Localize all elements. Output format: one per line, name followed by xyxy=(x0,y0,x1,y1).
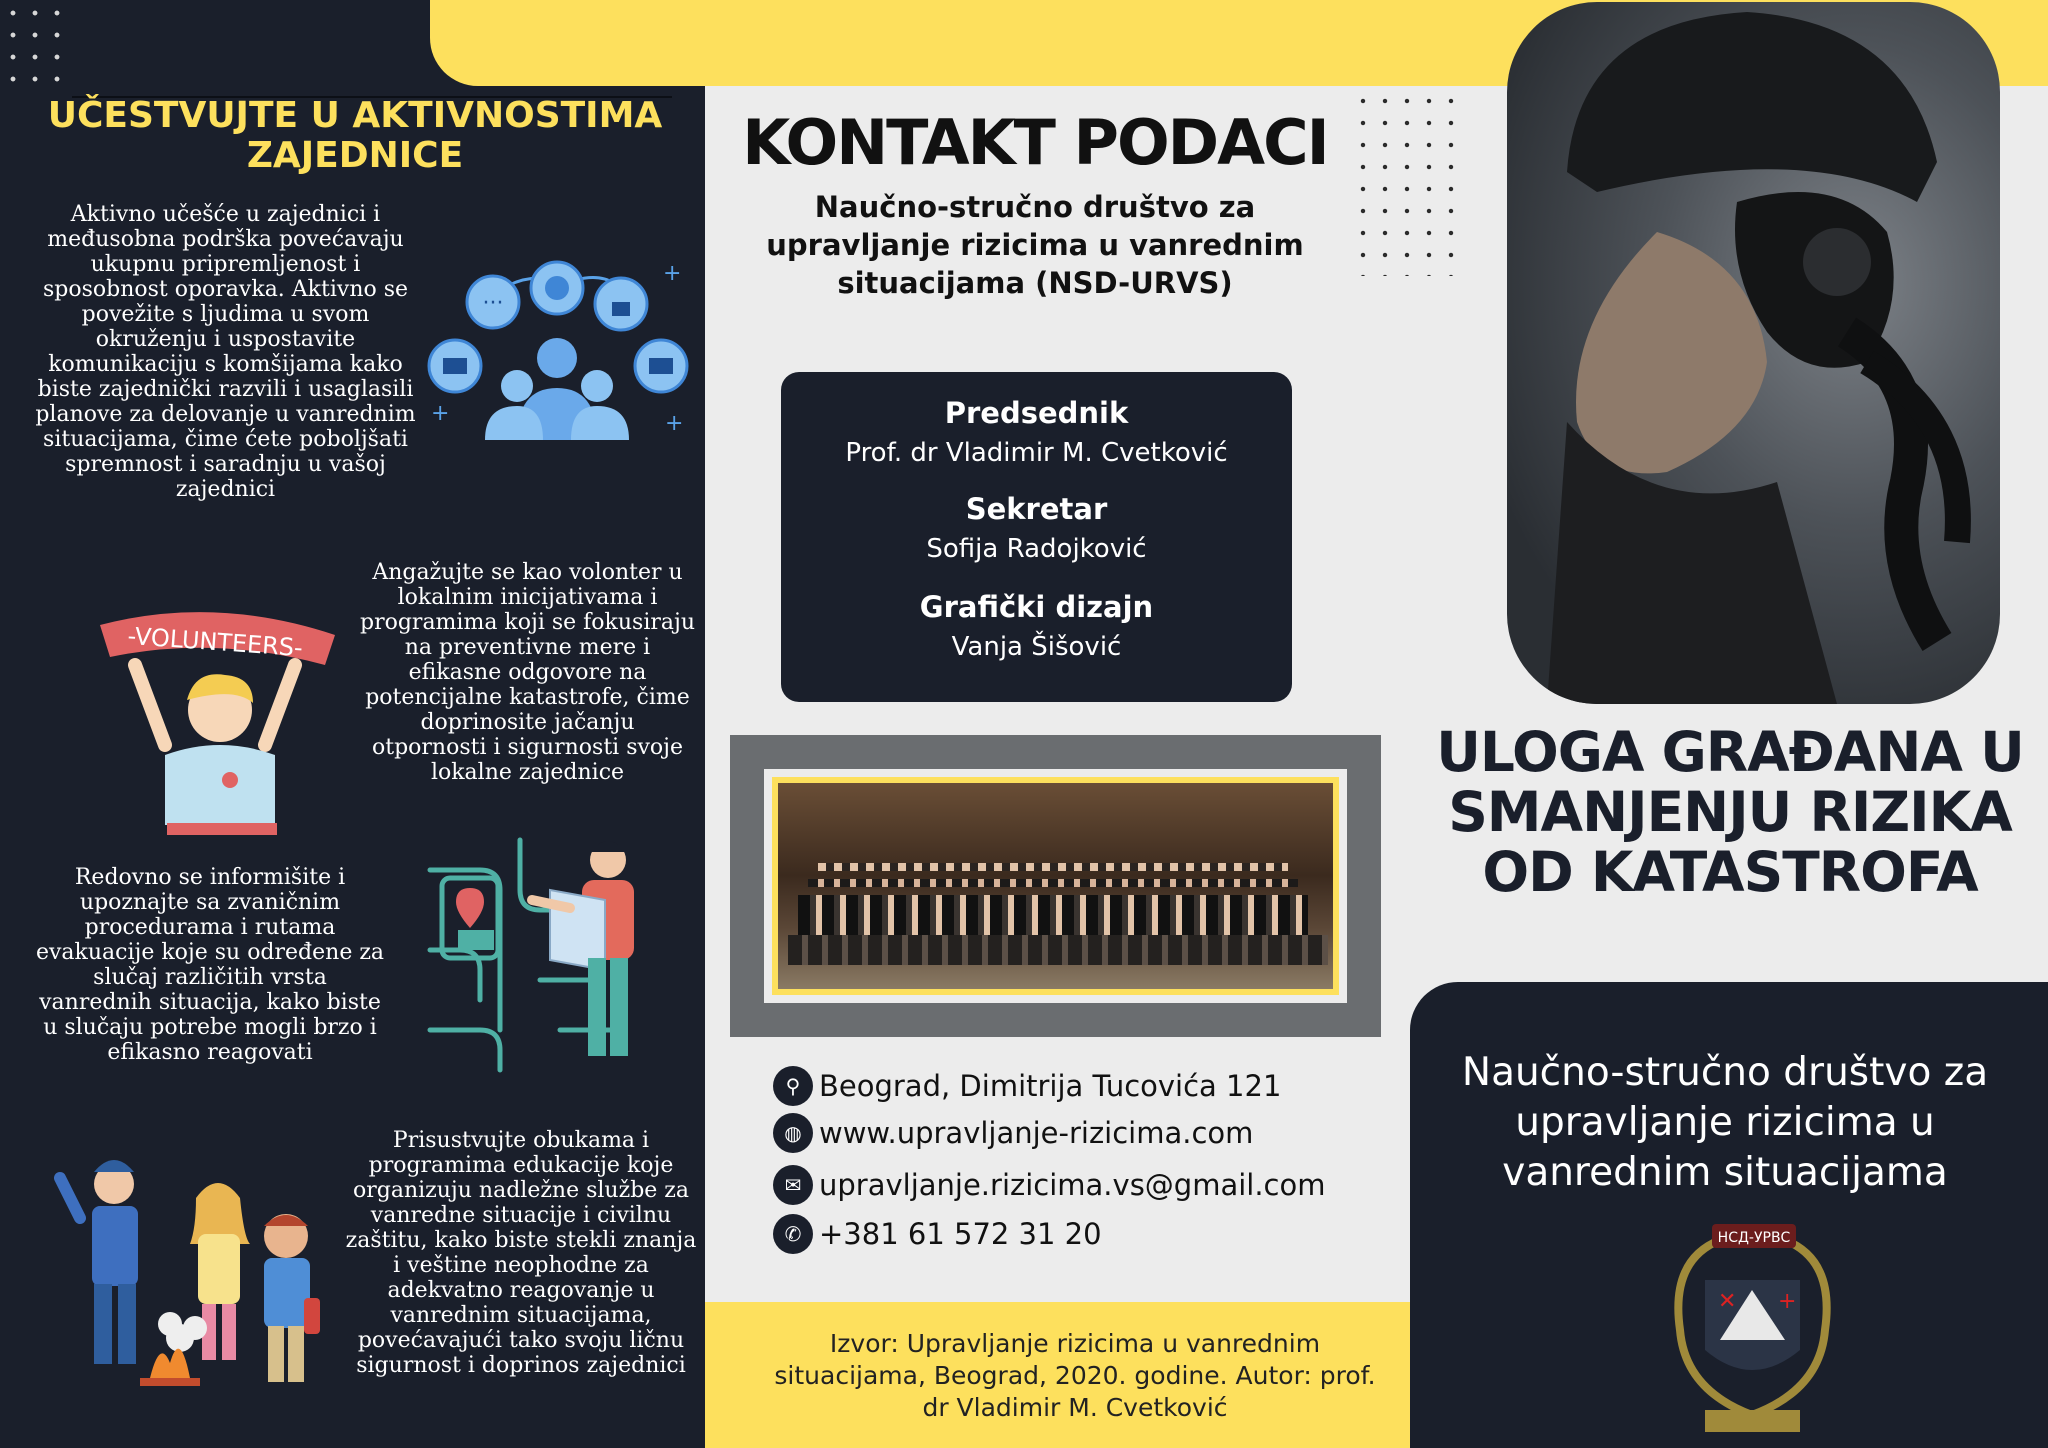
gas-mask-soldier-photo xyxy=(1507,2,2000,704)
main-brochure-title: ULOGA GRAĐANA U SMANJENJU RIZIKA OD KATASTROFA xyxy=(1436,720,2024,904)
role-secretary-name: Sofija Radojković xyxy=(926,534,1147,564)
phone-line[interactable] xyxy=(773,1214,1102,1254)
email-line[interactable] xyxy=(773,1165,1326,1205)
organization-name: Naučno-stručno društvo za upravljanje rizicima u vanrednim situacijama (NSD-URVS) xyxy=(766,190,1304,300)
role-design-name: Vanja Šišović xyxy=(951,632,1122,662)
organization-name-right: Naučno-stručno društvo za upravljanje rizicima u vanrednim situacijama xyxy=(1461,1050,1989,1195)
volunteers-banner-text: -VOLUNTEERS- xyxy=(126,621,304,663)
role-president-name: Prof. dr Vladimir M. Cvetković xyxy=(845,438,1228,468)
website-line[interactable] xyxy=(773,1113,1253,1153)
emblem-label: НСД-УРВС xyxy=(1717,1230,1791,1246)
group-photo-stamp xyxy=(730,735,1381,1037)
address-text: Beograd, Dimitrija Tucovića 121 xyxy=(819,1069,1282,1103)
role-president-label: Predsednik xyxy=(944,396,1129,430)
svg-text:+: + xyxy=(1778,1289,1797,1314)
group-photo xyxy=(772,777,1339,995)
community-network-icon xyxy=(425,240,695,450)
contact-persons-box xyxy=(781,372,1292,702)
source-citation: Izvor: Upravljanje rizicima u vanrednim situacijama, Beograd, 2020. godine. Autor: prof. dr Vladimir M. Cvetković xyxy=(774,1329,1376,1422)
address-line xyxy=(773,1066,1281,1106)
role-secretary-label: Sekretar xyxy=(965,492,1108,526)
paragraph-community: Aktivno učešće u zajednici i međusobna podrška povećavaju ukupnu pripremljenost i sposobnost oporavka. Aktivno se povežite s ljudima u svom okruženju i uspostavite komunikaciju s komšijama kako biste zajednički razvili i usaglasili planove za delovanje u vanrednim situacijama, čime ćete poboljšati spremnost i saradnju u vašoj zajednici xyxy=(35,202,416,502)
svg-text:···: ··· xyxy=(482,291,504,316)
decorative-dots-middle xyxy=(1352,90,1462,276)
role-design-label: Grafički dizajn xyxy=(919,590,1154,624)
map-navigation-illustration xyxy=(420,830,680,1080)
website-link[interactable]: www.upravljanje-rizicima.com xyxy=(819,1116,1254,1150)
location-pin-icon: ⚲ xyxy=(773,1066,813,1106)
email-link[interactable]: upravljanje.rizicima.vs@gmail.com xyxy=(819,1168,1326,1202)
svg-text:✕: ✕ xyxy=(1718,1289,1737,1314)
paragraph-volunteer: Angažujte se kao volonter u lokalnim inicijativama i programima koji se fokusiraju na preventivne mere i efikasne odgovore na potencijalne katastrofe, čime doprinosite jačanju otpornosti i sigurnosti svoje lokalne zajednice xyxy=(360,560,695,785)
organization-emblem-logo xyxy=(1660,1220,1845,1440)
contact-title: KONTAKT PODACI xyxy=(742,106,1328,179)
volunteer-illustration xyxy=(95,595,345,835)
left-heading: UČESTVUJTE U AKTIVNOSTIMA ZAJEDNICE xyxy=(47,95,663,176)
svg-text:+: + xyxy=(431,401,450,426)
phone-link[interactable]: +381 61 572 31 20 xyxy=(819,1217,1102,1251)
firefighter-family-illustration xyxy=(50,1148,340,1388)
svg-text:+: + xyxy=(665,411,684,436)
paragraph-evacuation: Redovno se informišite i upoznajte sa zvaničnim procedurama i rutama evakuacije koje su određene za slučaj različitih vrsta vanrednih situacija, kako biste u slučaju potrebe mogli brzo i efikasno reagovati xyxy=(35,865,385,1065)
svg-text:+: + xyxy=(663,261,682,286)
decorative-dots-top-left xyxy=(2,2,76,92)
globe-icon: ◍ xyxy=(773,1113,813,1153)
phone-icon: ✆ xyxy=(773,1214,813,1254)
envelope-icon: ✉ xyxy=(773,1165,813,1205)
paragraph-training: Prisustvujte obukama i programima edukacije koje organizuju nadležne službe za vanredne situacije i civilnu zaštitu, kako biste stekli znanja i veštine neophodne za adekvatno reagovanje u vanrednim situacijama, povećavajući tako svoju ličnu sigurnost i doprinos zajednici xyxy=(345,1128,697,1378)
